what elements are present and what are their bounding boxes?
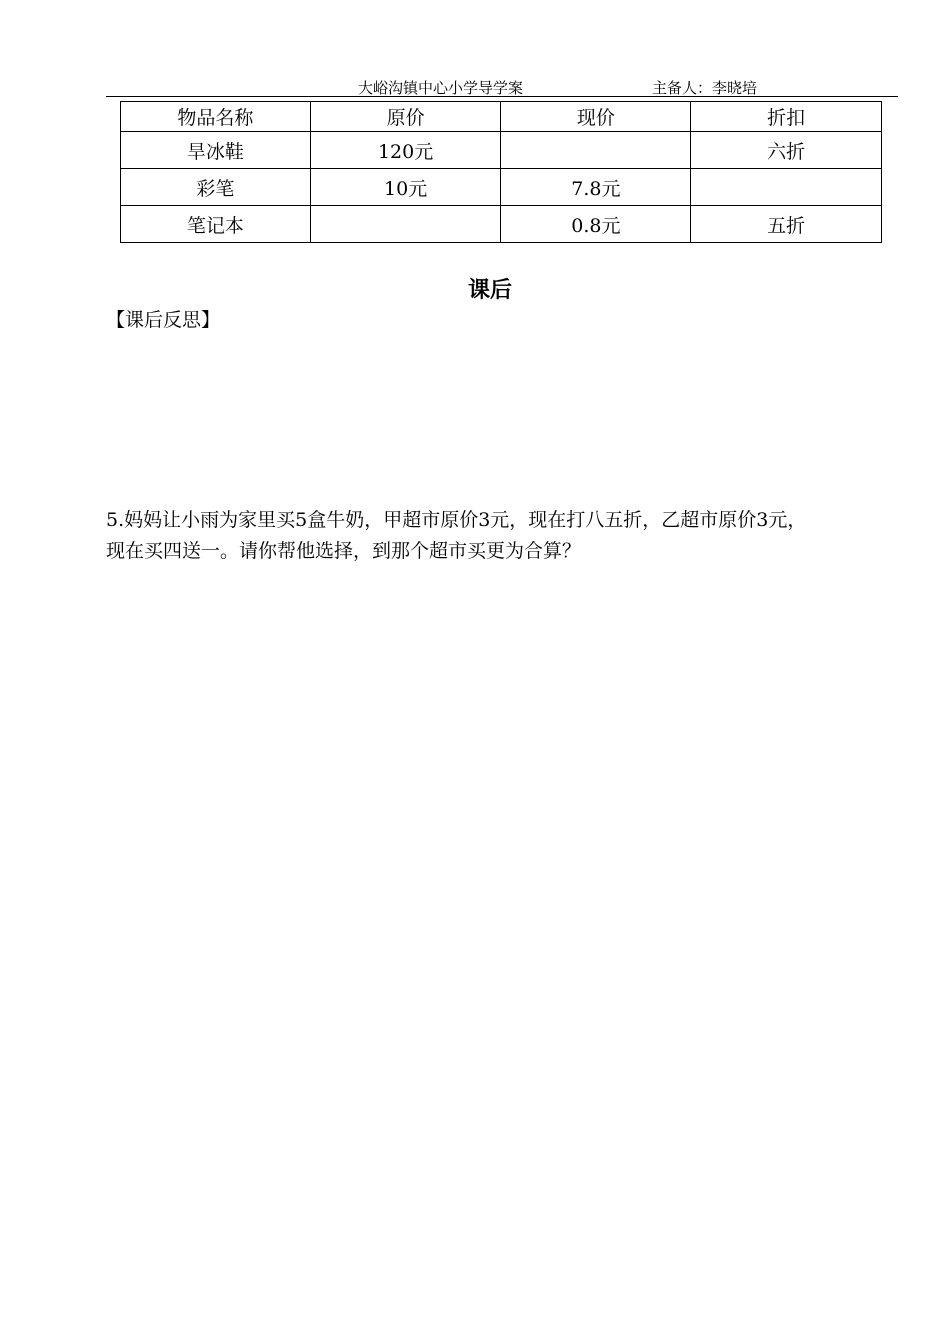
cell-discount: 六折 bbox=[691, 132, 882, 169]
cell-original-price bbox=[310, 206, 501, 243]
cell-item-name: 笔记本 bbox=[121, 206, 311, 243]
question-line: 5.妈妈让小雨为家里买5盒牛奶，甲超市原价3元，现在打八五折，乙超市原价3元， bbox=[106, 509, 807, 531]
table-row bbox=[121, 169, 882, 206]
cell-current-price: 0.8元 bbox=[501, 206, 691, 243]
school-name: 大峪沟镇中心小学导学案 bbox=[358, 79, 524, 97]
column-header-original-price: 原价 bbox=[310, 102, 501, 132]
cell-item-name: 彩笔 bbox=[121, 169, 311, 206]
cell-original-price: 10元 bbox=[310, 169, 501, 206]
column-header-item-name: 物品名称 bbox=[121, 102, 311, 132]
column-header-current-price: 现价 bbox=[501, 102, 691, 132]
cell-current-price bbox=[501, 132, 691, 169]
table-header-row bbox=[121, 102, 882, 132]
column-header-discount: 折扣 bbox=[691, 102, 882, 132]
question-line: 现在买四送一。请你帮他选择，到那个超市买更为合算？ bbox=[106, 540, 582, 562]
cell-discount bbox=[691, 169, 882, 206]
price-table bbox=[120, 101, 882, 243]
section-title: 课后 bbox=[467, 278, 512, 303]
cell-original-price: 120元 bbox=[310, 132, 501, 169]
question-5 bbox=[106, 505, 918, 567]
cell-current-price: 7.8元 bbox=[501, 169, 691, 206]
author-label: 主备人：李晓培 bbox=[652, 79, 758, 97]
cell-discount: 五折 bbox=[691, 206, 882, 243]
cell-item-name: 旱冰鞋 bbox=[121, 132, 311, 169]
reflection-label: 【课后反思】 bbox=[106, 309, 221, 331]
table-row bbox=[121, 206, 882, 243]
table-row bbox=[121, 132, 882, 169]
page-header bbox=[106, 76, 898, 97]
